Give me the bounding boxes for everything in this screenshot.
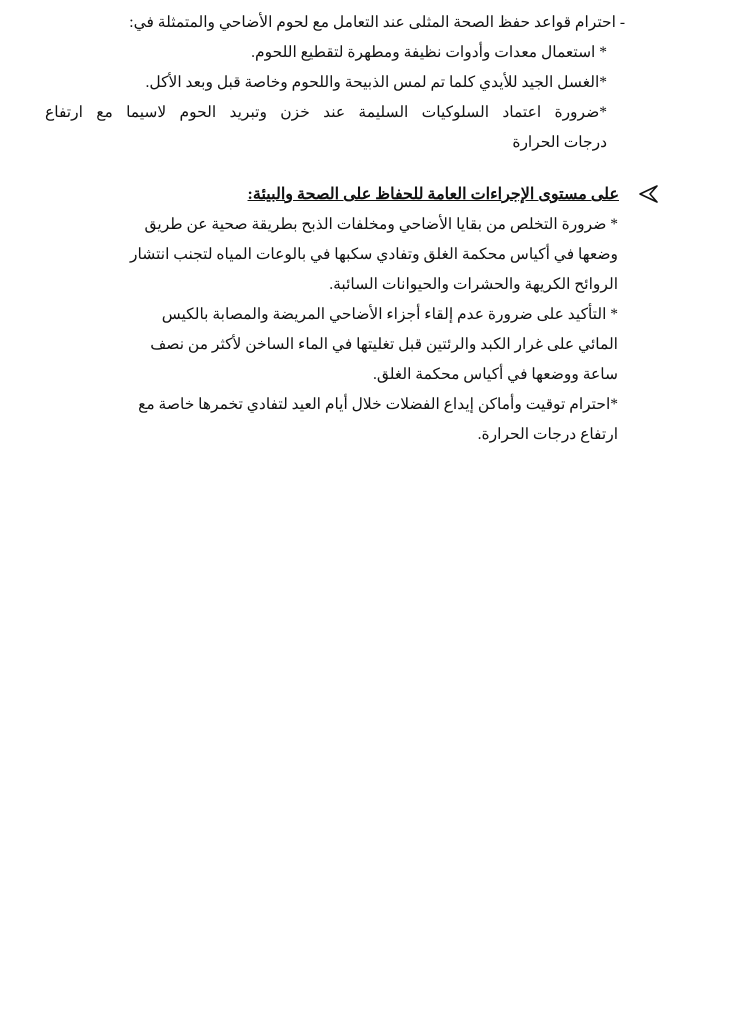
section-paragraph (63, 210, 618, 300)
paragraph-line: *احترام توقيت وأماكن إيداع الفضلات خلال أيام العيد لتفادي تخمرها خاصة مع (138, 396, 618, 413)
section-heading: على مستوى الإجراءات العامة للحفاظ على الصحة والبيئة: (247, 186, 619, 203)
section-paragraph (63, 390, 618, 450)
intro-item: درجات الحرارة (512, 134, 607, 151)
section-body (63, 210, 618, 450)
section-paragraph (63, 300, 618, 390)
paragraph-line: الروائح الكريهة والحشرات والحيوانات السائبة. (329, 276, 618, 293)
paragraph-line: ساعة ووضعها في أكياس محكمة الغلق. (372, 366, 618, 383)
intro-item: * استعمال معدات وأدوات نظيفة ومطهرة لتقطيع اللحوم. (251, 44, 607, 61)
intro-item: *الغسل الجيد للأيدي كلما تم لمس الذبيحة واللحوم وخاصة قبل وبعد الأكل. (145, 74, 607, 91)
intro-item: *ضرورة اعتماد السلوكيات السليمة عند خزن وتبريد الحوم لاسيما مع ارتفاع (45, 104, 607, 121)
paragraph-line: ارتفاع درجات الحرارة. (477, 426, 618, 443)
paragraph-line: * التأكيد على ضرورة عدم إلقاء أجزاء الأضاحي المريضة والمصابة بالكيس (161, 306, 618, 323)
paragraph-line: وضعها في أكياس محكمة الغلق وتفادي سكبها في بالوعات المياه لتجنب انتشار (130, 246, 618, 263)
paragraph-line: * ضرورة التخلص من بقايا الأضاحي ومخلفات الذبح بطريقة صحية عن طريق (144, 216, 618, 233)
arrow-bullet-icon (637, 182, 659, 206)
intro-lead: - احترام قواعد حفظ الصحة المثلى عند التعامل مع لحوم الأضاحي والمتمثلة في: (129, 14, 625, 31)
section-heading-row (79, 180, 659, 212)
paragraph-line: المائي على غرار الكبد والرئتين قبل تغليتها في الماء الساخن لأكثر من نصف (150, 336, 618, 353)
intro-block (45, 8, 625, 158)
